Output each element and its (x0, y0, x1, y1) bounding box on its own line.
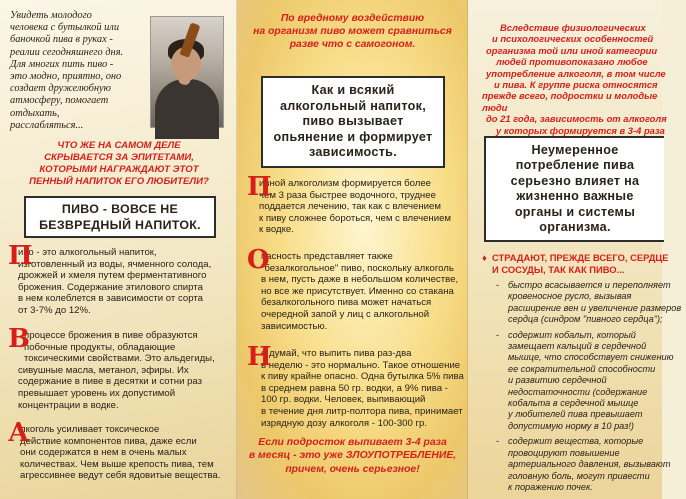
headline-line: ПИВО - ВОВСЕ НЕ (61, 202, 179, 216)
intro-line: расслабляться... (10, 119, 84, 131)
box-line: органы и системы (514, 204, 636, 219)
list-item-line: и развитию сердечной (508, 375, 607, 386)
warning-line: в месяц - это уже ЗЛОУПОТРЕБЛЕНИЕ, (248, 450, 457, 462)
list-item (496, 436, 686, 493)
paragraph-line: агрессивнее ведут себя ядовитые вещества. (20, 470, 221, 482)
middle-panel (237, 0, 468, 499)
paragraph-line: чем 3 раза быстрее водочного, труднее (259, 189, 436, 201)
box-line: зависимость. (308, 145, 398, 160)
box-line: Неумеренное (531, 143, 619, 157)
intro-line: баночкой пива в руках - (10, 34, 113, 46)
drop-cap: О (247, 245, 270, 275)
box-line: жизненно важные (516, 189, 634, 204)
paragraph-line: превышает уровень их допустимой (18, 387, 176, 399)
intro-line: атмосферу, помогает (10, 95, 109, 107)
paragraph-line: процессе брожения в пиве образуются (24, 330, 198, 341)
addiction-box (261, 76, 445, 168)
paragraph-line: иво - это алкогольный напиток, (18, 247, 157, 258)
drop-cap: В (8, 324, 30, 354)
young-man-drinking-photo (150, 16, 224, 128)
drop-cap: А (8, 418, 30, 448)
paragraph-line: дрожжей и хмеля путем ферментативного (18, 270, 207, 282)
paragraph-line: к пиву крайне опасно. Одна бутылка 5% пива (261, 371, 464, 383)
left-panel (0, 0, 237, 499)
risk-line: Вследствие физиологических (500, 22, 646, 33)
organs-box (484, 136, 664, 242)
paragraph-line: безалкогольного пива может начаться (261, 297, 432, 309)
paragraph-line: "безалкогольное" пиво, поскольку алкоголь (261, 262, 454, 274)
paragraph-line: концентрации в водке. (18, 399, 119, 411)
list-item-line: к поражению почек. (508, 481, 593, 492)
paragraph-line: побочные продукты, обладающие (24, 341, 176, 353)
risk-line: до 21 года, зависимость от алкоголя (486, 113, 667, 125)
right-panel (468, 0, 682, 499)
paragraph-line: в неделю - это нормально. Такое отношение (261, 359, 461, 371)
drop-cap: П (247, 172, 272, 202)
risk-line: употребление алкоголя, в том числе (486, 67, 666, 79)
list-item-line: у любителей пива превышает (508, 409, 643, 420)
heading-line: на организм пиво может сравниться (253, 26, 452, 38)
risk-line: организма той или иной категории (486, 44, 658, 56)
box-line: серьезно влияет на (510, 173, 640, 188)
box-line: организма. (539, 220, 611, 235)
paragraph-alcohol-toxicity (8, 418, 234, 482)
intro-line: отдыхать, (10, 107, 60, 119)
paragraph-line: сивушные масла, метанол, эфиры. Их (18, 364, 189, 376)
risk-line: и психологических особенностей (492, 33, 654, 45)
list-item-line: недостаточности (содержание (508, 386, 648, 397)
paragraph-line: ивной алкоголизм формируется более (259, 178, 432, 189)
intro-text (10, 10, 150, 132)
paragraph-line: содержание в пиве в десятки и сотни раз (18, 376, 203, 388)
paragraph-line: но все же присутствует. Именно со стакана (261, 285, 454, 297)
drop-cap: Н (247, 342, 272, 372)
paragraph-line: от 3-7% до 12%. (18, 304, 91, 316)
paragraph-line: 100 гр. водки. Человек, выпивающий (261, 394, 426, 406)
risk-line: людей противопоказано любое (496, 56, 648, 68)
box-line: пиво вызывает (302, 114, 404, 129)
list-item-line: провоцируют повышение (508, 447, 620, 458)
paragraph-line: к водке. (259, 224, 294, 236)
warning-line: Если подросток выпивает 3-4 раза (258, 437, 447, 448)
box-line: Как и всякий (311, 83, 395, 97)
list-item-line: кровеносное русло, вызывая (508, 291, 632, 302)
paragraph-beer-alcoholism (247, 172, 465, 236)
list-item-line: мышце, что способствует снижению (508, 352, 674, 363)
heading-line: СТРАДАЮТ, ПРЕЖДЕ ВСЕГО, СЕРДЦЕ (492, 252, 669, 263)
list-item-line: сердца (синдром "пивного сердца"); (508, 314, 663, 325)
paragraph-line: токсическими свойствами. Это альдегиды, (24, 353, 215, 365)
question-line: ЧТО ЖЕ НА САМОМ ДЕЛЕ (57, 140, 181, 151)
list-item-line: артериального давления, вызывают (508, 459, 671, 470)
paragraph-line: лкоголь усиливает токсическое (20, 424, 160, 435)
paragraph-line: в течение дня литр-полтора пива, принимает (261, 405, 463, 417)
abuse-warning (243, 436, 462, 476)
box-line: опьянение и формирует (273, 129, 433, 144)
paragraph-line: изготовленный из воды, ячменного солода, (18, 258, 212, 270)
list-item-line: - содержит вещества, которые (508, 436, 644, 447)
paragraph-line: изрядную дозу алкоголя - 100-300 гр. (261, 417, 427, 429)
paragraph-line: очередной запой у лиц с алкогольной (261, 308, 430, 320)
risk-line: у которых формируется в 3-4 раза (496, 124, 665, 136)
intro-line: создает дружелюбную (10, 83, 111, 95)
paragraph-line: количествах. Чем выше крепость пива, тем (20, 458, 214, 470)
paragraph-line: в среднем равна 50 гр. водки, а 9% пива - (261, 382, 448, 394)
list-item-line: - быстро всасывается и переполняет (508, 280, 671, 290)
paragraph-line: е думай, что выпить пива раз-два (261, 348, 412, 359)
intro-line: это модно, приятно, оно (10, 71, 122, 83)
box-line: потребление пива (515, 158, 635, 173)
heart-vessels-heading (482, 252, 672, 275)
headline-box (24, 196, 216, 238)
risk-line: и пива. К группе риска относятся (494, 79, 658, 91)
paragraph-line: брожения. Содержание этилового спирта (18, 281, 203, 293)
list-item (496, 330, 686, 433)
list-item-line: - содержит кобальт, который (508, 329, 636, 340)
paragraph-line: поддается лечению, так как с влечением (259, 201, 441, 213)
question-line: КОТОРЫМИ НАГРАЖДАЮТ ЭТОТ (39, 164, 199, 175)
question-heading (14, 140, 224, 188)
heading-line: По вредному воздействию (280, 13, 425, 24)
list-item-line: допустимую норму в 10 раз!) (508, 420, 634, 431)
risk-line: прежде всего, подростки и молодые люди (482, 90, 658, 113)
paragraph-line: зависимостью. (261, 320, 328, 332)
paragraph-line: действие компонентов пива, даже если (20, 435, 197, 447)
comparison-heading (243, 12, 462, 52)
paragraph-line: к пиву сложнее бороться, чем с влечением (259, 212, 452, 224)
list-item (496, 280, 686, 326)
intro-line: реалии сегодняшнего дня. (10, 46, 124, 58)
list-item-line: кобальта в сердечной мышце (508, 398, 639, 409)
paragraph-line: они содержатся в нем в очень малых (20, 447, 187, 459)
paragraph-weekly-drinking (247, 342, 465, 429)
paragraph-beer-definition (8, 241, 234, 317)
intro-line: Для многих пить пиво - (10, 58, 114, 70)
intro-line: человека с бутылкой или (10, 22, 120, 34)
paragraph-line: пасность представляет также (261, 251, 393, 262)
headline-line: БЕЗВРЕДНЫЙ НАПИТОК. (39, 218, 201, 232)
question-line: СКРЫВАЕТСЯ ЗА ЭПИТЕТАМИ, (44, 152, 194, 163)
intro-line: Увидеть молодого (10, 10, 92, 21)
diamond-bullet-icon: ♦ (482, 252, 487, 263)
list-item-line: замещает кальций в сердечной (508, 341, 647, 352)
paragraph-line: в нем, пусть даже в небольшом количестве, (261, 274, 459, 286)
heart-effects-list (496, 280, 686, 493)
paragraph-non-alcoholic-danger (247, 245, 465, 332)
paragraph-fermentation (8, 324, 234, 411)
paragraph-line: в нем колеблется в зависимости от сорта (18, 293, 203, 305)
heading-line: И СОСУДЫ, ТАК КАК ПИВО... (492, 263, 625, 275)
risk-group-text (482, 22, 682, 147)
drop-cap: П (8, 241, 33, 271)
warning-line: причем, очень серьезное! (285, 463, 420, 475)
list-item-line: расширение вен и увеличение размеров (508, 302, 682, 313)
list-item-line: ее сократительной способности (508, 363, 656, 374)
heading-line: разве что с самогоном. (289, 39, 416, 51)
box-line: алкогольный напиток, (279, 98, 427, 113)
question-line: ПЕННЫЙ НАПИТОК ЕГО ЛЮБИТЕЛИ? (29, 176, 209, 187)
list-item-line: головную боль, могут привести (508, 470, 650, 481)
